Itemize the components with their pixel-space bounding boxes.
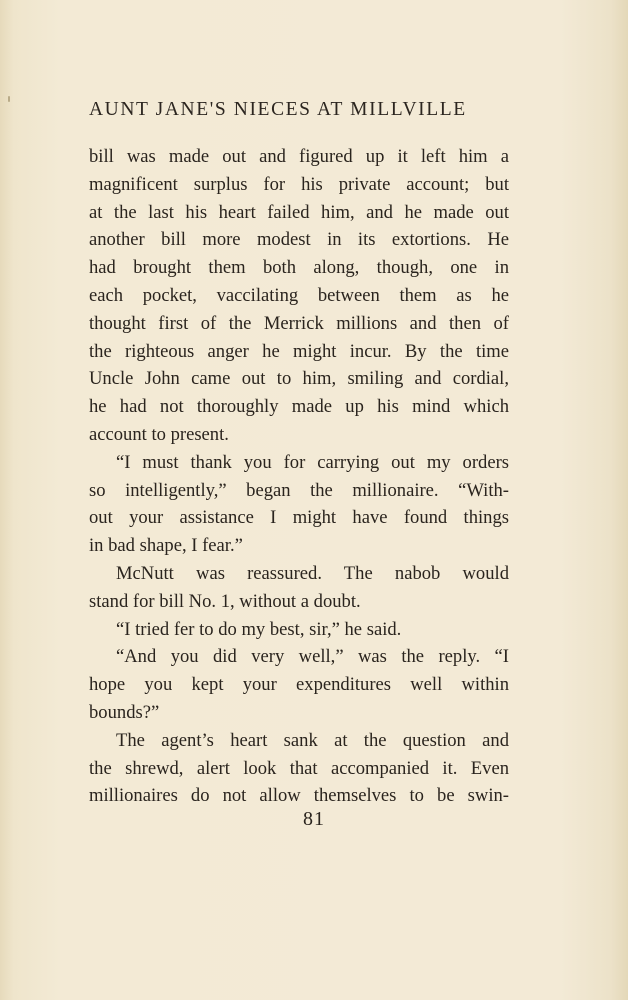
text-line: Uncle John came out to him, smiling and cordial, [89,368,509,390]
text-line: in bad shape, I fear.” [89,535,243,557]
running-head: AUNT JANE'S NIECES AT MILLVILLE [89,99,467,120]
text-line: millionaires do not allow themselves to be swin- [89,785,509,807]
text-line: “And you did very well,” was the reply. “I [116,646,509,668]
text-line: McNutt was reassured. The nabob would [116,562,509,584]
body-text [89,143,509,810]
text-line: bounds?” [89,701,160,723]
text-line: bill was made out and figured up it left him a [89,146,509,167]
text-line: each pocket, vaccilating between them as he [89,284,509,306]
text-line: account to present. [89,423,229,445]
text-line: the shrewd, alert look that accompanied it. Even [89,757,509,779]
text-line: thought first of the Merrick millions and then of [89,312,509,334]
page-number: 81 [303,808,325,830]
text-line: magnificent surplus for his private account; but [89,173,509,195]
text-line: the righteous anger he might incur. By the time [89,340,509,362]
text-line: another bill more modest in its extortions. He [89,229,509,251]
text-line: at the last his heart failed him, and he made out [89,201,509,223]
text-line: “I must thank you for carrying out my orders [116,451,509,473]
text-line: “I tried fer to do my best, sir,” he said. [116,618,402,640]
text-line: he had not thoroughly made up his mind which [89,396,509,418]
text-line: out your assistance I might have found things [89,507,509,529]
paper-speck [8,96,10,102]
text-line: The agent’s heart sank at the question and [116,729,509,751]
text-line: hope you kept your expenditures well within [89,674,509,696]
text-line: stand for bill No. 1, without a doubt. [89,590,361,612]
text-line: so intelligently,” began the millionaire. “With- [89,479,509,501]
text-line: had brought them both along, though, one in [89,257,509,279]
